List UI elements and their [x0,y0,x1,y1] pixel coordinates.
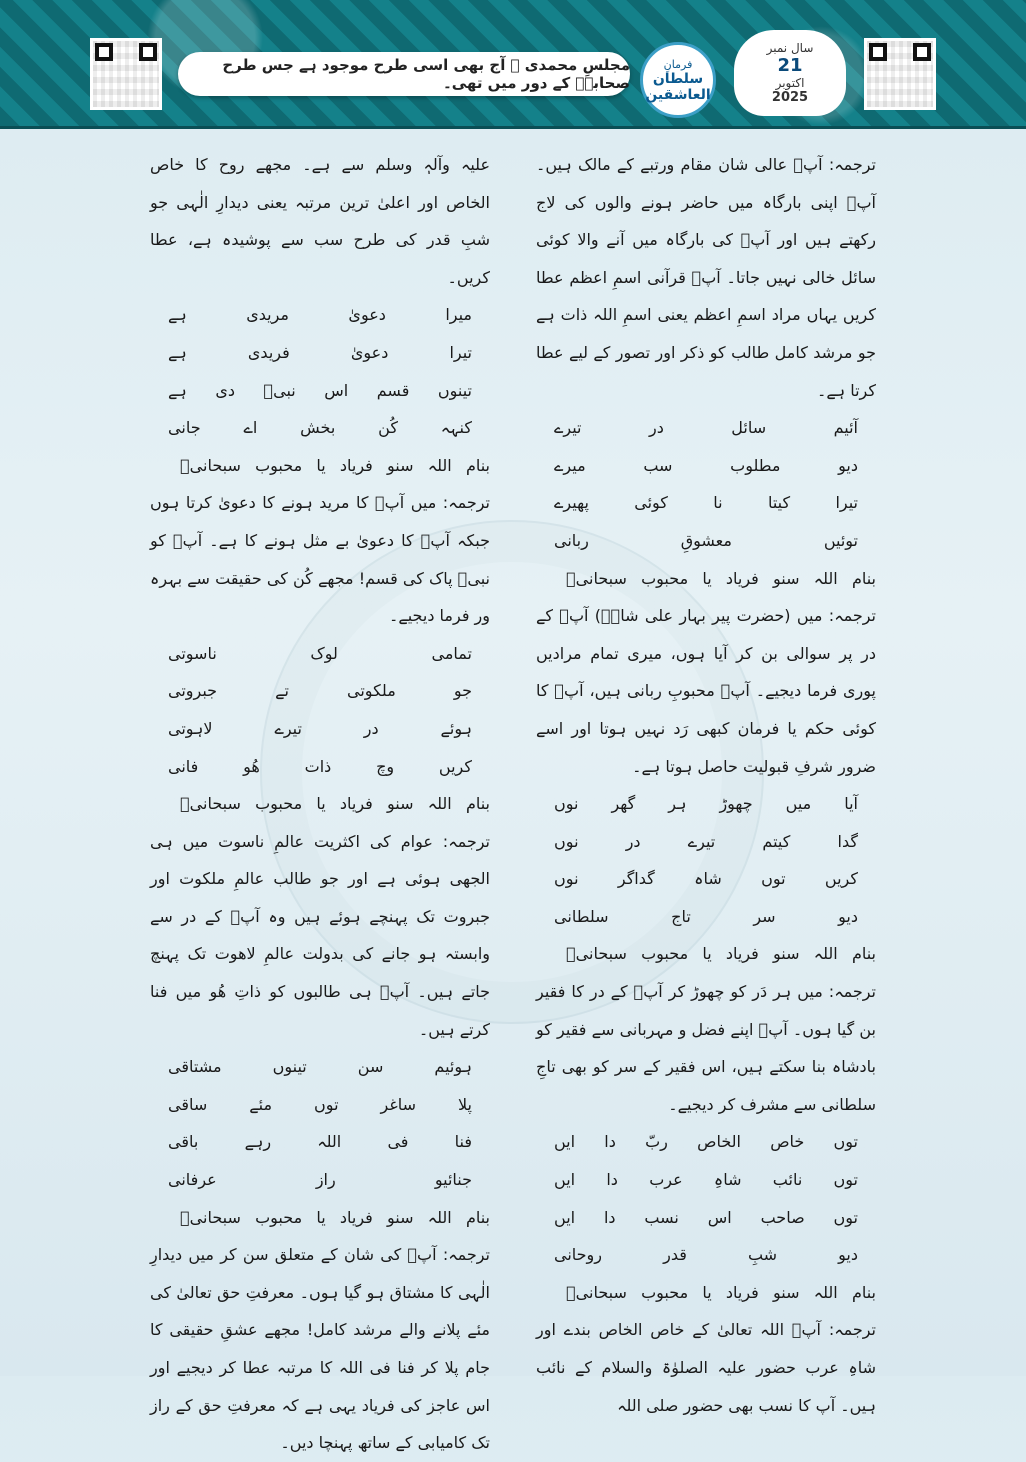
verse-word: سر [753,906,776,926]
verse-word: صاحب [760,1207,805,1227]
verse-word: لوک [310,643,338,663]
verse-word: توں [833,1207,858,1227]
verse-word: نبیؐ [263,380,296,400]
verse-line [150,748,490,786]
verse-word: سبحانیؒ [180,455,241,475]
verse-word: جبروتی [168,681,218,701]
verse-word: نائب [772,1170,803,1190]
verse-word: تینوں [437,380,472,400]
verse-word: تیرا [835,493,858,513]
verse-word: اللہ [813,1282,838,1302]
translation-paragraph: ترجمہ: میں ہر دَر کو چھوڑ کر آپؐ کے در کا فقیر بن گیا ہوں۔ آپؐ اپنے فضل و مہربانی سے فقیر کو بادشاہ بنا سکتے ہیں، اس فقیر کے سر کو بھی تاجِ سلطانی سے مشرف کر دیجیے۔ [536,982,876,1114]
verse-word: کیتا [767,493,791,513]
verse-word: اللہ [427,455,452,475]
verse-word: میں [785,794,812,814]
verse-word: جنائیو [434,1170,472,1190]
verse-line [536,1199,876,1237]
verse-line [150,1086,490,1124]
verse-word: نا [713,493,723,513]
verse-word: گدا [837,831,858,851]
verse-word: سنو [387,455,414,475]
verse-word: ہے [168,380,187,400]
verse-word: سنو [773,568,800,588]
verse-line [536,1161,876,1199]
verse-word: سن [357,1057,384,1077]
verse-word: اس [324,380,349,400]
verse-word: بنام [851,568,876,588]
verse-word: دیو [838,455,858,475]
verse-word: تیرے [554,418,582,438]
banner-text: مجلسِ محمدی ﷺ آج بھی اسی طرح موجود ہے جس طرح صحابہؓ کے دور میں تھی۔ [222,56,630,92]
verse-line [536,484,876,522]
verse-word: در [363,718,379,738]
verse-word: ہے [168,342,187,362]
verse-word: اس [707,1207,732,1227]
translation-paragraph: ترجمہ: آپؐ عالی شان مقام ورتبے کے مالک ہیں۔ آپؐ اپنی بارگاہ میں حاضر ہونے والوں کی لاج رکھتے ہیں اور آپؐ کی بارگاہ میں آنے والا کوئی سائل خالی نہیں جاتا۔ آپؐ قرآنی اسمِ اعظم عطا کریں یہاں مراد اسمِ اعظم یعنی اسمِ اللہ ذات ہے جو مرشد کامل طالب کو ذکر اور تصور کے لیے عطا کرتا ہے۔ [536,155,876,400]
verse-line [150,409,490,447]
verse-word: اللہ [427,794,452,814]
verse-line [150,710,490,748]
verse-word: پھیرے [554,493,589,513]
verse-word: کُن [378,418,398,438]
verse-word: گھر [611,794,636,814]
verse-word: کریں [438,756,472,776]
verse-word: نسب [644,1207,679,1227]
verse-word: سلطانی [554,906,609,926]
verse-word: ھُو [243,756,260,776]
verse-word: ربّ [645,1132,668,1152]
verse-word: تیرے [274,718,302,738]
verse-line [150,334,490,372]
translation-paragraph: ترجمہ: عوام کی اکثریت عالمِ ناسوت میں ہی الجھی ہوئی ہے اور جو طالب عالمِ ملکوت اور جبروت تک پہنچے ہوئے ہیں وہ آپؐ کے در سے وابستہ ہو جانے کی بدولت عالمِ لاھوت تک پہنچ جاتے ہیں۔ آپؐ ہی طالبوں کو ذاتِ ھُو میں فنا کرتے ہیں۔ [150,831,490,1039]
verse-word: محبوب [641,568,689,588]
verse-word: ساقی [168,1094,208,1114]
verse-word: فریاد [725,944,759,964]
verse-line [536,1123,876,1161]
verse-line [150,1048,490,1086]
verse-line [536,823,876,861]
verse-word: ہوئیم [434,1057,472,1077]
refrain-line [536,1274,876,1312]
verse-line [536,409,876,447]
verse-word: چھوڑ [719,794,753,814]
verse-word: محبوب [255,794,303,814]
saying-badge [640,42,716,118]
verse-word: اللہ [317,1132,342,1152]
verse-word: تیرے [687,831,716,851]
refrain-line [150,447,490,485]
verse-word: مطلوب [730,455,781,475]
verse-word: یا [316,1207,326,1227]
verse-line [536,860,876,898]
verse-word: فنا [454,1132,472,1152]
verse-word: بنام [851,944,876,964]
verse-word: دا [604,1132,616,1152]
qr-code-right [864,38,936,110]
verse-word: ہر [668,794,687,814]
verse-word: لاہوتی [168,718,213,738]
verse-word: الخاص [697,1132,741,1152]
verse-word: دا [603,1207,616,1227]
verse-line [150,1123,490,1161]
verse-word: میرا [445,305,472,325]
verse-word: مریدی [246,305,289,325]
verse-word: ایں [554,1207,576,1227]
issue-year: 2025 [771,90,809,105]
verse-word: میرے [554,455,586,475]
verse-word: توئیں [823,530,858,550]
verse-word: فریاد [725,1282,759,1302]
refrain-line [536,560,876,598]
verse-word: تمامی [431,643,472,663]
verse-word: بنام [851,1282,876,1302]
verse-word: خاص [770,1132,805,1152]
issue-number: 21 [777,55,803,76]
verse-word: سائل [731,418,767,438]
verse-word: جانی [168,418,201,438]
verse-word: بنام [465,794,490,814]
header-banner [178,52,630,96]
verse-word: قسم [376,380,410,400]
verse-word: باقی [168,1132,199,1152]
page-header [0,0,1026,129]
verse-word: دی [215,380,235,400]
verse-word: توں [314,1094,339,1114]
verse-word: ایں [554,1132,576,1152]
verse-word: یا [702,1282,712,1302]
verse-word: ذات [304,756,332,776]
verse-word: فریاد [725,568,759,588]
verse-word: ہے [168,305,187,325]
verse-word: معشوقِ [680,530,732,550]
verse-word: کوئی [634,493,668,513]
verse-word: ربانی [554,530,589,550]
verse-word: بنام [465,1207,490,1227]
verse-word: کریں [824,869,858,889]
verse-word: رہے [244,1132,272,1152]
verse-word: شبِ [747,1245,778,1265]
verse-word: بخش [300,418,336,438]
verse-word: قدر [663,1245,687,1265]
verse-word: آیا [844,794,858,814]
verse-word: سبحانیؒ [566,944,627,964]
verse-word: سنو [387,1207,414,1227]
issue-month: اکتوبر [775,76,805,90]
issue-label: سال نمبر [766,41,814,55]
verse-word: توں [833,1170,858,1190]
verse-word: دیو [838,1245,858,1265]
verse-word: فریاد [339,1207,373,1227]
verse-word: محبوب [641,944,689,964]
verse-word: ناسوتی [168,643,217,663]
verse-word: گداگر [617,869,655,889]
verse-word: تے [275,681,289,701]
verse-word: سنو [773,1282,800,1302]
translation-paragraph: ترجمہ: میں آپؐ کا مرید ہونے کا دعویٰ کرتا ہوں جبکہ آپؐ کا دعویٰ بے مثل ہونے کا ہے۔ آپؐ کو نبیؐ پاک کی قسم! مجھے کُن کی حقیقت سے بہرہ ور فرما دیجیے۔ [150,493,490,626]
verse-line [536,785,876,823]
qr-code-left [90,38,162,110]
verse-word: ساغر [380,1094,416,1114]
refrain-line [150,1199,490,1237]
verse-word: دعویٰ [348,305,386,325]
verse-word: راز [315,1170,336,1190]
verse-word: در [648,418,664,438]
verse-word: کنہہ [440,418,472,438]
verse-word: مشتاقی [168,1057,222,1077]
verse-word: ملکوتی [347,681,396,701]
verse-word: سبحانیؒ [566,1282,627,1302]
verse-word: سنو [773,944,800,964]
verse-word: سب [643,455,673,475]
verse-word: نوں [554,794,579,814]
badge-main-text: سلطان العاشقین [645,70,711,103]
verse-word: توں [761,869,786,889]
verse-word: وچ [376,756,395,776]
verse-word: فی [387,1132,409,1152]
refrain-line [150,785,490,823]
refrain-line [536,935,876,973]
right-column [536,146,876,1424]
verse-word: یا [702,944,712,964]
verse-word: بنام [465,455,490,475]
verse-line [150,672,490,710]
translation-paragraph: ترجمہ: آپؐ کی شان کے متعلق سن کر میں دیدارِ الٰہی کا مشتاق ہو گیا ہوں۔ معرفتِ حق تعالیٰ کی مئے پلانے والے مرشد کامل! مجھے عشقِ حقیقی کا جام پلا کر فنا فی اللہ کا مرتبہ عطا کر دیجیے اور اس عاجز کی فریاد یہی ہے کہ معرفتِ حق کے راز تک کامیابی کے ساتھ پہنچا دیں۔ [150,1245,490,1453]
left-column [150,146,490,1462]
verse-word: اللہ [427,1207,452,1227]
verse-word: تینوں [272,1057,307,1077]
verse-word: اللہ [813,944,838,964]
verse-word: فریاد [339,455,373,475]
verse-word: پلا [458,1094,472,1114]
verse-word: شاہِ [713,1170,742,1190]
translation-paragraph: ترجمہ: میں (حضرت پیر بہار علی شاہؒ) آپؐ کے در پر سوالی بن کر آیا ہوں، میری تمام مرادیں پوری فرما دیجیے۔ آپؐ محبوبِ ربانی ہیں، آپؐ کا کوئی حکم یا فرمان کبھی رَد نہیں ہوتا اور اسے ضرور شرفِ قبولیت حاصل ہوتا ہے۔ [536,606,876,776]
verse-word: شاہ [694,869,722,889]
verse-word: دا [606,1170,618,1190]
verse-word: سبحانیؒ [180,1207,241,1227]
verse-word: در [625,831,641,851]
verse-line [150,1161,490,1199]
verse-word: تیرا [449,342,472,362]
verse-word: سبحانیؒ [180,794,241,814]
verse-word: ہوئے [440,718,472,738]
verse-word: یا [702,568,712,588]
verse-word: یا [316,455,326,475]
verse-word: دیو [838,906,858,926]
verse-word: محبوب [255,1207,303,1227]
verse-word: آئیم [833,418,858,438]
verse-word: محبوب [641,1282,689,1302]
verse-line [150,372,490,410]
verse-line [536,1236,876,1274]
verse-word: دعویٰ [350,342,389,362]
verse-word: فریاد [339,794,373,814]
verse-word: عرفانی [168,1170,217,1190]
verse-word: فریدی [247,342,290,362]
verse-word: نوں [554,831,579,851]
verse-word: عرب [649,1170,683,1190]
verse-line [536,522,876,560]
verse-word: ایں [554,1170,576,1190]
verse-word: کیتم [762,831,791,851]
verse-word: تاج [671,906,691,926]
verse-line [536,447,876,485]
verse-word: اے [243,418,258,438]
verse-word: نوں [554,869,579,889]
verse-word: سبحانیؒ [566,568,627,588]
verse-line [536,898,876,936]
verse-word: محبوب [255,455,303,475]
verse-line [150,635,490,673]
translation-paragraph: ترجمہ: آپؐ اللہ تعالیٰ کے خاص الخاص بندے اور شاہِ عرب حضور علیہ الصلوٰۃ والسلام کے نائب ہیں۔ آپ کا نسب بھی حضور صلی اللہ [536,1320,876,1415]
verse-word: یا [316,794,326,814]
verse-word: فانی [168,756,199,776]
verse-word: جو [453,681,472,701]
translation-paragraph: علیہ وآلہٖ وسلم سے ہے۔ مجھے روح کا خاص الخاص اور اعلیٰ ترین مرتبہ یعنی دیدارِ الٰہی جو شبِ قدر کی طرح سب سے پوشیدہ ہے، عطا کریں۔ [150,155,490,287]
verse-word: اللہ [813,568,838,588]
verse-word: مئے [249,1094,273,1114]
verse-line [150,296,490,334]
issue-badge [734,30,846,116]
verse-word: توں [833,1132,858,1152]
verse-word: روحانی [554,1245,603,1265]
verse-word: سنو [387,794,414,814]
badge-top-text: فرمانِ [663,57,693,71]
